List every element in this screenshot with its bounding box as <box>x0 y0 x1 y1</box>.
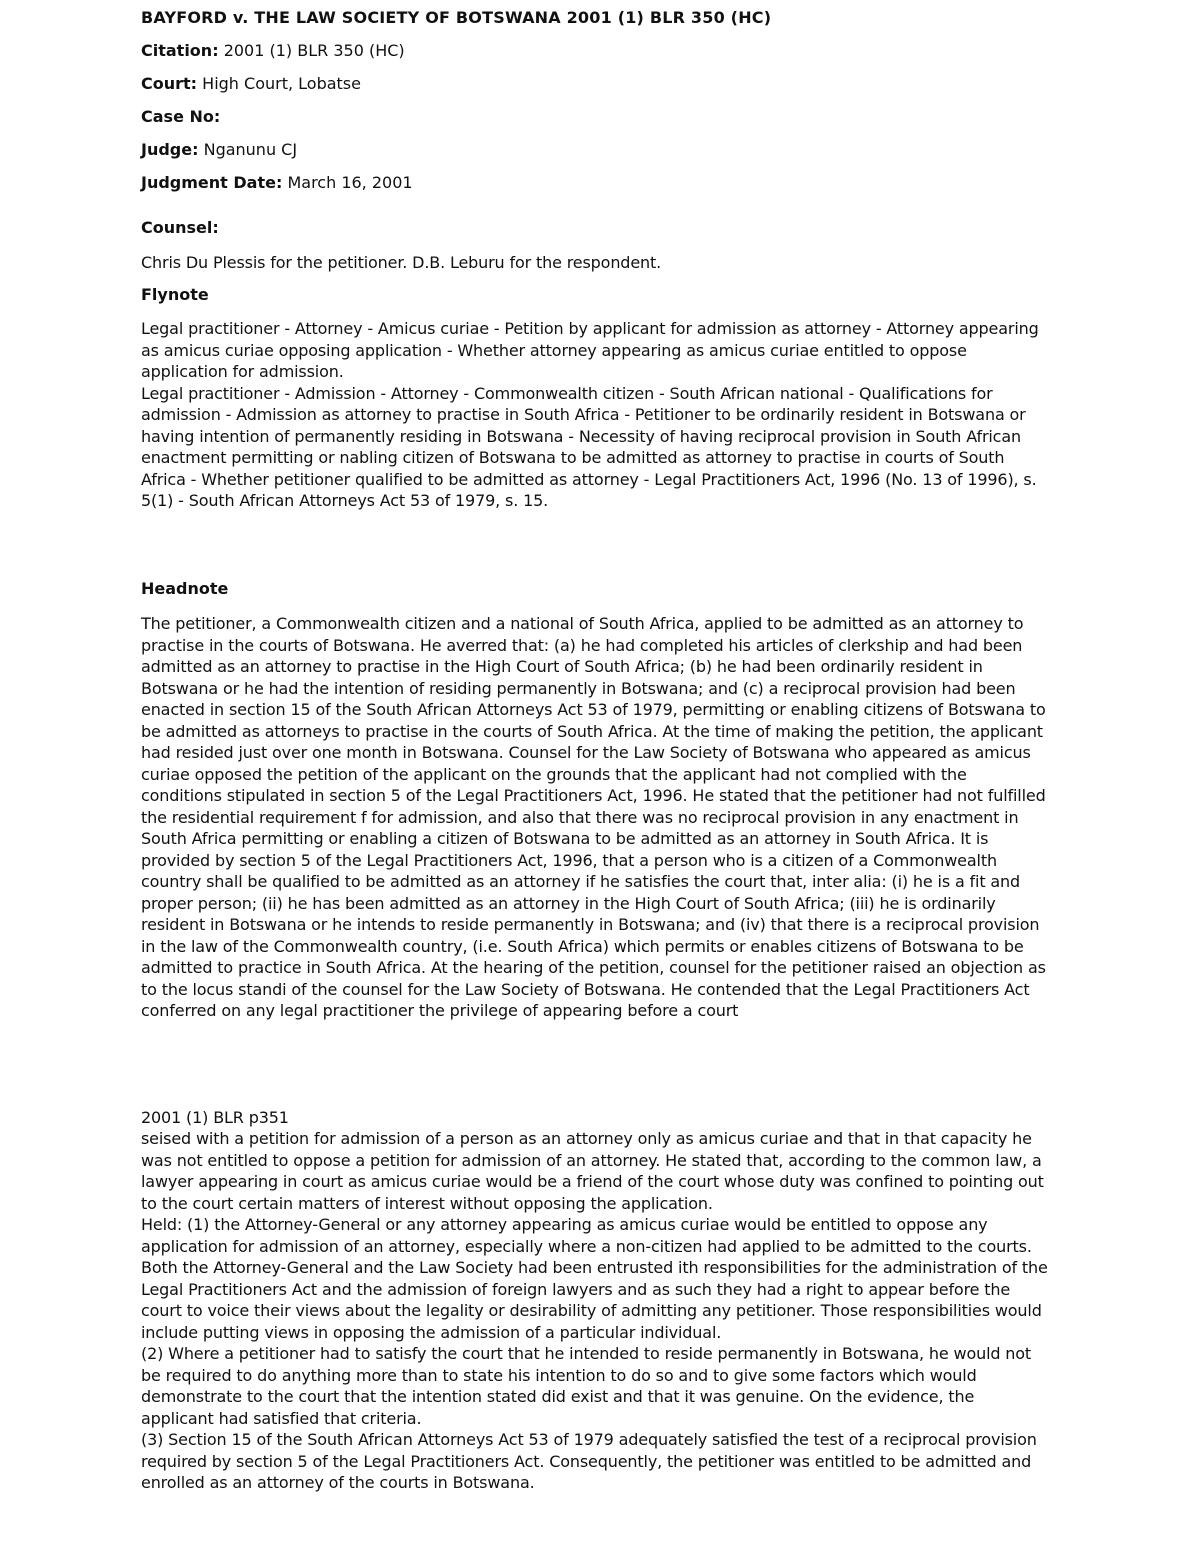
meta-citation <box>141 41 405 60</box>
case-title: BAYFORD v. THE LAW SOCIETY OF BOTSWANA 2001 (1) BLR 350 (HC) <box>141 8 772 27</box>
meta-value: March 16, 2001 <box>287 173 413 192</box>
meta-label: Court: <box>141 74 198 93</box>
meta-value: 2001 (1) BLR 350 (HC) <box>223 41 405 60</box>
held-paragraph: Held: (1) the Attorney-General or any attorney appearing as amicus curiae would be entitled to oppose any application for admission of an attorney, especially where a non-citizen had applied to be admitted to the courts. Both the Attorney-General and the Law Society had been entrusted ith responsibilities for the administration of the Legal Practitioners Act and the admission of foreign lawyers and as such they had a right to appear before the court to voice their views about the legality or desirability of admitting any petitioner. Those responsibilities would include putting views in opposing the admission of a particular individual. <box>141 1215 1048 1342</box>
continuation-body <box>141 1128 1051 1494</box>
meta-value: High Court, Lobatse <box>202 74 361 93</box>
meta-label: Judge: <box>141 140 199 159</box>
meta-judge <box>141 140 297 159</box>
meta-label: Case No: <box>141 107 221 126</box>
held-paragraph: (3) Section 15 of the South African Attorneys Act 53 of 1979 adequately satisfied the test of a reciprocal provision required by section 5 of the Legal Practitioners Act. Consequently, the petitioner was entitled to be admitted and enrolled as an attorney of the courts in Botswana. <box>141 1430 1037 1492</box>
flynote-paragraph: Legal practitioner - Attorney - Amicus curiae - Petition by applicant for admission as attorney - Attorney appearing as amicus curiae opposing application - Whether attorney appearing as amicus curiae entitled to oppose application for admission. <box>141 319 1039 381</box>
flynote-paragraph: Legal practitioner - Admission - Attorney - Commonwealth citizen - South African national - Qualifications for admission - Admission as attorney to practise in South Africa - Petitioner to be ordinarily resident in Botswana or having intention of permanently residing in Botswana - Necessity of having reciprocal provision in South African enactment permitting or nabling citizen of Botswana to be admitted as attorney to practise in courts of South Africa - Whether petitioner qualified to be admitted as attorney - Legal Practitioners Act, 1996 (No. 13 of 1996), s. 5(1) - South African Attorneys Act 53 of 1979, s. 15. <box>141 383 1037 510</box>
page-marker: 2001 (1) BLR p351 <box>141 1108 289 1127</box>
counsel-heading: Counsel: <box>141 218 219 237</box>
meta-case-no <box>141 107 220 126</box>
meta-judgment-date <box>141 173 413 192</box>
held-paragraph: (2) Where a petitioner had to satisfy the court that he intended to reside permanently in Botswana, he would not be required to do anything more than to state his intention to do so and to give some factors which would demonstrate to the court that the intention stated did exist and that it was genuine. On the evidence, the applicant had satisfied that criteria. <box>141 1344 1032 1428</box>
headnote-paragraph: The petitioner, a Commonwealth citizen and a national of South Africa, applied to be admitted as an attorney to practise in the courts of Botswana. He averred that: (a) he had completed his articles of clerkship and had been admitted as an attorney to practise in the High Court of South Africa; (b) he had been ordinarily resident in Botswana or he had the intention of residing permanently in Botswana; and (c) a reciprocal provision had been enacted in section 15 of the South African Attorneys Act 53 of 1979, permitting or enabling citizens of Botswana to be admitted as attorneys to practise in the courts of South Africa. At the time of making the petition, the applicant had resided just over one month in Botswana. Counsel for the Law Society of Botswana who appeared as amicus curiae opposed the petition of the applicant on the grounds that the applicant had not complied with the conditions stipulated in section 5 of the Legal Practitioners Act, 1996. He stated that the petitioner had not fulfilled the residential requirement f for admission, and also that there was no reciprocal provision in any enactment in South Africa permitting or enabling a citizen of Botswana to be admitted as an attorney in South Africa. It is provided by section 5 of the Legal Practitioners Act, 1996, that a person who is a citizen of a Commonwealth country shall be qualified to be admitted as an attorney if he satisfies the court that, inter alia: (i) he is a fit and proper person; (ii) he has been admitted as an attorney in the High Court of South Africa; (iii) he is ordinarily resident in Botswana or he intends to reside permanently in Botswana; and (iv) that there is a reciprocal provision in the law of the Commonwealth country, (i.e. South Africa) which permits or enables citizens of Botswana to be admitted to practice in South Africa. At the hearing of the petition, counsel for the petitioner raised an objection as to the locus standi of the counsel for the Law Society of Botswana. He contended that the Legal Practitioners Act conferred on any legal practitioner the privilege of appearing before a court <box>141 614 1046 1020</box>
meta-court <box>141 74 361 93</box>
meta-value: Nganunu CJ <box>203 140 298 159</box>
continuation-paragraph: seised with a petition for admission of a person as an attorney only as amicus curiae and that in that capacity he was not entitled to oppose a petition for admission of an attorney. He stated that, according to the common law, a lawyer appearing in court as amicus curiae would be a friend of the court whose duty was confined to pointing out to the court certain matters of interest without opposing the application. <box>141 1129 1044 1213</box>
counsel-text: Chris Du Plessis for the petitioner. D.B. Leburu for the respondent. <box>141 253 662 272</box>
flynote-heading: Flynote <box>141 285 209 304</box>
meta-label: Citation: <box>141 41 219 60</box>
headnote-heading: Headnote <box>141 579 229 598</box>
flynote-body <box>141 318 1051 512</box>
meta-label: Judgment Date: <box>141 173 283 192</box>
